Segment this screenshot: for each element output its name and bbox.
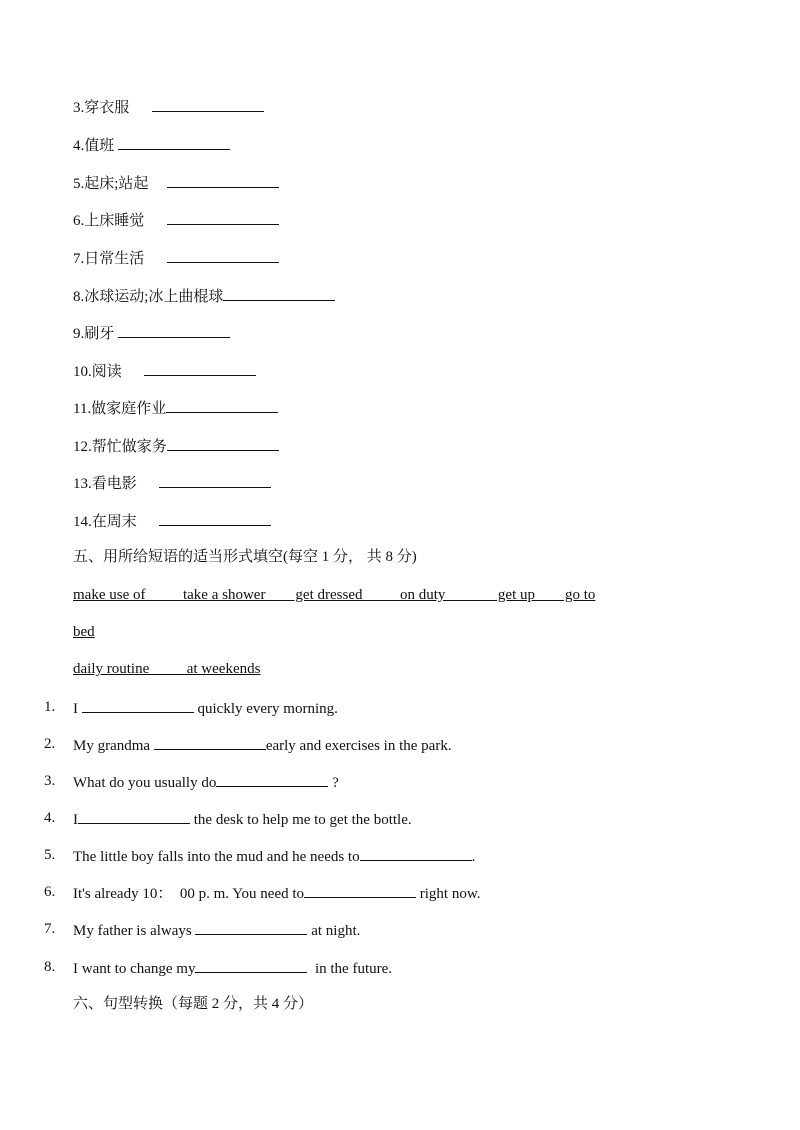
vocab-item-13: 13.看电影 — [73, 472, 271, 492]
answer-blank[interactable] — [78, 808, 190, 824]
answer-blank[interactable] — [159, 510, 271, 526]
answer-blank[interactable] — [144, 360, 256, 376]
vocab-item-4: 4.值班 — [73, 134, 230, 154]
question-1: 1. I quickly every morning. — [44, 699, 338, 717]
answer-blank[interactable] — [216, 771, 328, 787]
section6-heading: 六、句型转换（每题 2 分，共 4 分） — [73, 996, 314, 1012]
section5-heading: 五、用所给短语的适当形式填空(每空 1 分， 共 8 分) — [73, 549, 417, 565]
answer-blank[interactable] — [118, 134, 230, 150]
vocab-item-9: 9.刷牙 — [73, 322, 230, 342]
answer-blank[interactable] — [167, 435, 279, 451]
vocab-item-8: 8.冰球运动;冰上曲棍球 — [73, 285, 335, 305]
answer-blank[interactable] — [195, 919, 307, 935]
vocab-item-7: 7.日常生活 — [73, 247, 279, 267]
word-bank-line3: daily routine at weekends — [73, 661, 261, 677]
word-bank-line1: make use of take a shower get dressed on duty get up go to — [73, 587, 596, 603]
answer-blank[interactable] — [159, 472, 271, 488]
answer-blank[interactable] — [118, 322, 230, 338]
vocab-item-12: 12.帮忙做家务 — [73, 435, 279, 455]
word-bank-line2: bed — [73, 624, 95, 640]
vocab-item-3: 3.穿衣服 — [73, 96, 264, 116]
question-3: 3. What do you usually do ? — [44, 773, 339, 791]
answer-blank[interactable] — [195, 957, 307, 973]
vocab-item-14: 14.在周末 — [73, 510, 271, 530]
answer-blank[interactable] — [82, 697, 194, 713]
question-8: 8. I want to change my in the future. — [44, 959, 393, 977]
answer-blank[interactable] — [167, 172, 279, 188]
answer-blank[interactable] — [154, 734, 266, 750]
answer-blank[interactable] — [166, 397, 278, 413]
question-6: 6. It's already 10： 00 p. m. You need to right now. — [44, 884, 481, 902]
question-4: 4. I the desk to help me to get the bottle. — [44, 810, 412, 828]
vocab-item-5: 5.起床;站起 — [73, 172, 279, 192]
question-5: 5. The little boy falls into the mud and he needs to . — [44, 847, 476, 865]
answer-blank[interactable] — [167, 209, 279, 225]
answer-blank[interactable] — [360, 845, 472, 861]
question-2: 2. My grandma early and exercises in the park. — [44, 736, 452, 754]
answer-blank[interactable] — [167, 247, 279, 263]
answer-blank[interactable] — [152, 96, 264, 112]
question-7: 7. My father is always at night. — [44, 921, 361, 939]
answer-blank[interactable] — [223, 285, 335, 301]
vocab-item-11: 11.做家庭作业 — [73, 397, 278, 417]
answer-blank[interactable] — [304, 882, 416, 898]
vocab-item-6: 6.上床睡觉 — [73, 209, 279, 229]
vocab-item-10: 10.阅读 — [73, 360, 256, 380]
